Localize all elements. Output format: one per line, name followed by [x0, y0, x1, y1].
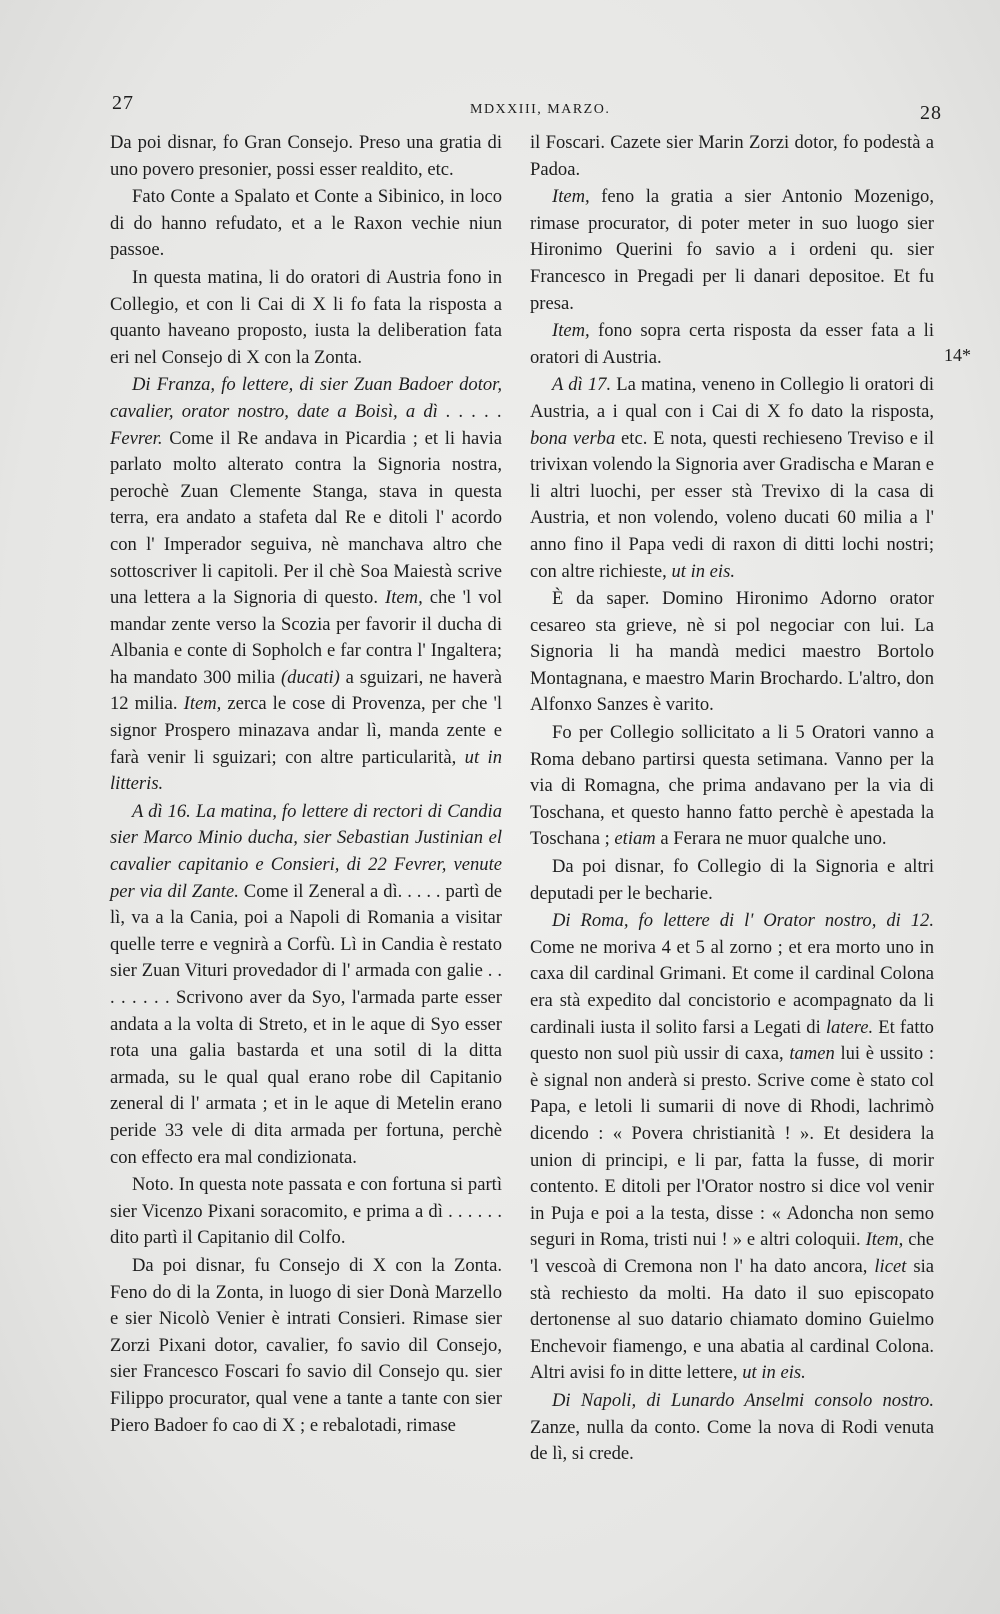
letter-heading: Di Franza, fo lettere, di sier Zuan Badoer dotor, cavalier, orator nostro, date a Boisì, a dì . . . . . Fevrer.	[110, 374, 502, 449]
paragraph: A dì 17. La matina, veneno in Collegio li oratori di Austria, a i qual con i Cai di X fo dato la risposta, bona verba etc. E nota, questi rechieseno Treviso e il trivixan volendo la Signoria aver Gradischa e Maran e li altri luochi, per esser stà Trevixo di la casa di Austria, et non volendo, voleno ducati 60 milia a l' anno fino il Papa vedi di raxon di ditti lochi nostri; con altre richieste, ut in eis.	[530, 374, 934, 582]
page-number-left: 27	[112, 92, 134, 114]
paragraph: Da poi disnar, fo Gran Consejo. Preso una gratia di uno povero presonier, possi esser realdito, etc.	[110, 132, 502, 180]
running-title: MDXXIII, MARZO.	[470, 102, 611, 117]
letter-heading: Di Roma, fo lettere di l' Orator nostro, di 12.	[552, 910, 934, 932]
paragraph: Item, feno la gratia a sier Antonio Mozenigo, rimase procurator, di poter meter in suo luogo sier Hironimo Querini fo savio a i ordeni qu. sier Francesco in Pregadi per li danari depositoe. Et fu presa.	[530, 186, 934, 314]
paragraph: È da saper. Domino Hironimo Adorno orator cesareo sta grieve, nè si pol negociar con lui. La Signoria li ha mandà medici maestro Bortolo Montagnana, e maestro Marin Brochardo. L'altro, don Alfonxo Sanzes è varito.	[530, 588, 934, 716]
paragraph: Da poi disnar, fo Collegio di la Signoria e altri deputadi per le becharie.	[530, 856, 934, 904]
paragraph: Di Napoli, di Lunardo Anselmi consolo nostro. Zanze, nulla da conto. Come la nova di Rodi venuta de lì, si crede.	[530, 1389, 934, 1465]
paragraph: Di Roma, fo lettere di l' Orator nostro, di 12. Come ne moriva 4 et 5 al zorno ; et era morto uno in caxa dil cardinal Grimani. Et come il cardinal Colona era stà expedito dal concistorio e acompagnato da li cardinali iusta il solito farsi a Legati di latere. Et fatto questo non suol più ussir di caxa, tamen lui è ussito : è signal non anderà si presto. Scrive come è stato col Papa, e letoli li sumarii di nove di Rhodi, lachrimò dicendo : « Povera christianità ! ». Et desidera la union di principi, e li par, fatta la fusse, di morir contento. E ditoli per l'Orator nostro si dice vol venir in Puja e poi a la testa, disse : « Adoncha non semo seguri in Roma, tristi nui ! » e altri coloquii. Item, che 'l vescoà di Cremona non l' ha dato ancora, licet sia stà rechiesto da molti. Ha dato il suo episcopato dertonense al suo datario chiamato domino Guielmo Enchevoir fiamengo, e una abatia al cardinal Colona. Altri avisi fo in ditte lettere, ut in eis.	[530, 910, 934, 1384]
paragraph: il Foscari. Cazete sier Marin Zorzi dotor, fo podestà a Padoa.	[530, 132, 934, 180]
paragraph: Fato Conte a Spalato et Conte a Sibinico, in loco di do hanno refudato, et a le Raxon vechie niun passoe.	[110, 186, 502, 261]
paragraph: Noto. In questa note passata e con fortuna si partì sier Vicenzo Pixani soracomito, e prima a dì . . . . . . dito partì il Capitanio dil Colfo.	[110, 1174, 502, 1249]
paragraph: Fo per Collegio sollicitato a li 5 Oratori vanno a Roma debano partirsi questa setimana. Vanno per la via di Romagna, che prima andavano per la via di Toschana, et questo hanno fatto perchè è apestada la Toschana ; etiam a Ferara ne muor qualche uno.	[530, 722, 934, 850]
margin-note: 14*	[944, 345, 971, 365]
paragraph: Di Franza, fo lettere, di sier Zuan Badoer dotor, cavalier, orator nostro, date a Boisì, a dì . . . . . Fevrer. Come il Re andava in Picardia ; et li havia parlato molto alterato contra la Signoria nostra, perochè Zuan Clemente Stanga, stava in questa terra, era andato a stafeta dal Re e ditoli l' acordo con l' Imperador seguiva, nè manchava altro che sottoscriver li capitoli. Per il chè Soa Maiestà scrive una lettera a la Signoria di questo. Item, che 'l vol mandar zente verso la Scozia per favorir il ducha di Albania e conte di Sopholch e far contra l' Ingaltera; ha mandato 300 milia (ducati) a sguizari, ne haverà 12 milia. Item, zerca le cose di Provenza, per che 'l signor Prospero minazava andar lì, manda zente e farà venir li sguizari; con altre particularità, ut in litteris.	[110, 374, 502, 795]
page-number-right: 28	[920, 102, 942, 124]
paragraph: A dì 16. La matina, fo lettere di rectori di Candia sier Marco Minio ducha, sier Sebastian Justinian el cavalier capitanio e Consieri, di 22 Fevrer, venute per via dil Zante. Come il Zeneral a dì. . . . . partì de lì, va a la Cania, poi a Napoli di Romania a visitar quelle terre e vegnirà a Corfù. Lì in Candia è restato sier Zuan Vituri provedador di l' armada con galie . . . . . . . . Scrivono aver da Syo, l'armada parte esser andata a la volta di Streto, et in le aque di Syo esser rota una galia bastarda et una sotil di la ditta armada, su le qual qual erano robe dil Capitanio zeneral di l' armata ; et in le aque di Metelin erano peride 33 vele di dita armada per fortuna, perchè con effecto era mal condizionata.	[110, 800, 503, 1168]
right-column	[530, 130, 934, 1469]
left-column	[110, 130, 502, 1440]
paragraph: Item, fono sopra certa risposta da esser fata a li oratori di Austria.	[530, 320, 934, 368]
letter-heading: Di Napoli, di Lunardo Anselmi consolo nostro.	[552, 1389, 934, 1411]
paragraph: In questa matina, li do oratori di Austria fono in Collegio, et con li Cai di X li fo fata la risposta a quanto haveano proposto, iusta la deliberation fata eri nel Consejo di X con la Zonta.	[110, 266, 502, 368]
paragraph: Da poi disnar, fu Consejo di X con la Zonta. Feno do di la Zonta, in luogo di sier Donà Marzello e sier Nicolò Venier è intrati Consieri. Rimase sier Zorzi Pixani dotor, cavalier, fo savio dil Consejo, sier Francesco Foscari fo savio dil Consejo qu. sier Filippo procurator, qual vene a tante a tante con sier Piero Badoer fo cao di X ; e rebalotadi, rimase	[110, 1254, 502, 1436]
letter-heading: A dì 16. La matina, fo lettere di rectori di Candia sier Marco Minio ducha, sier Sebastian Justinian el cavalier capitanio e Consieri, di 22 Fevrer, venute per via dil Zante.	[110, 800, 502, 902]
